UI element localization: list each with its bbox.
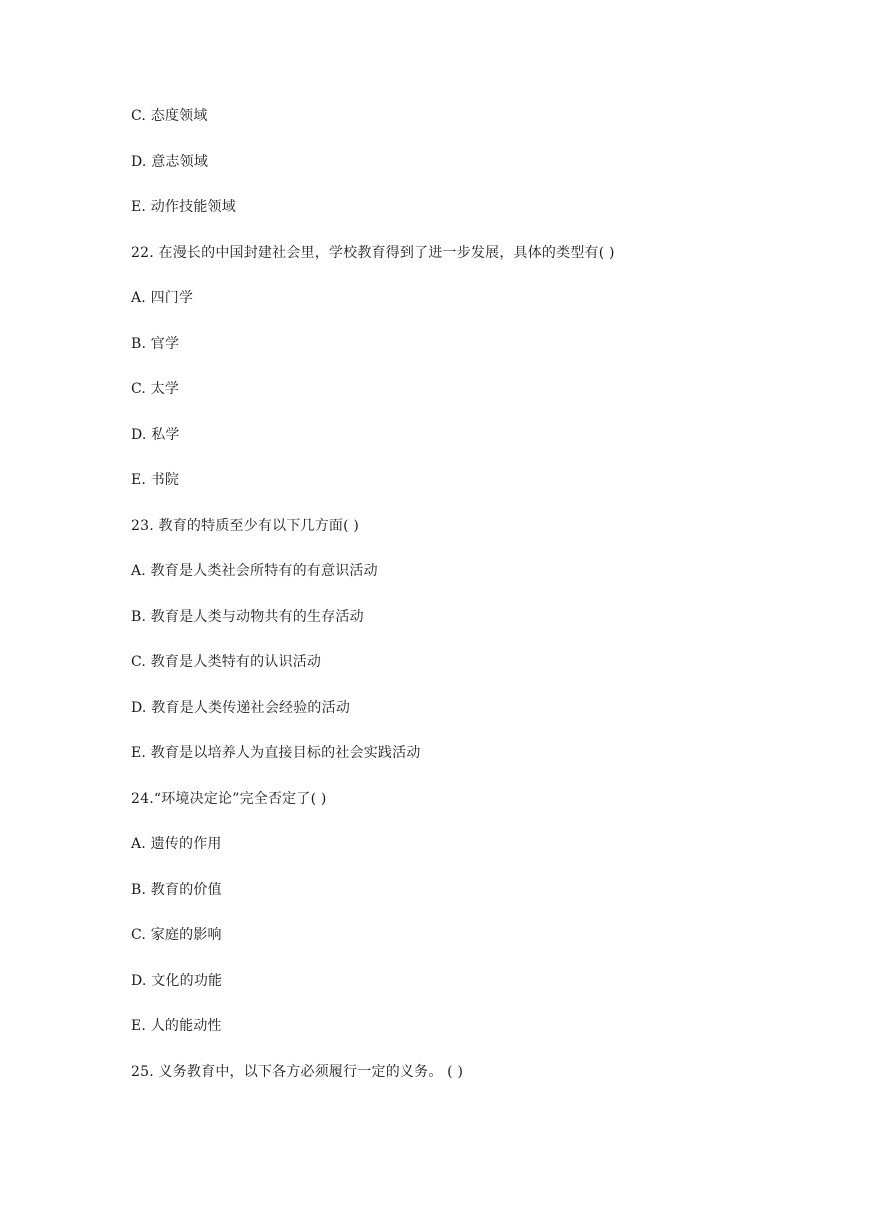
option-line: A. 教育是人类社会所特有的有意识活动	[131, 563, 378, 579]
option-line: B. 教育是人类与动物共有的生存活动	[131, 609, 364, 625]
question-line: 23. 教育的特质至少有以下几方面( )	[131, 518, 360, 534]
option-line: B. 官学	[131, 336, 180, 352]
option-line: D. 意志领域	[131, 154, 209, 170]
option-line: D. 教育是人类传递社会经验的活动	[131, 700, 351, 716]
option-line: E. 人的能动性	[131, 1018, 222, 1034]
option-line: A. 四门学	[131, 290, 194, 306]
option-line: E. 动作技能领域	[131, 199, 236, 215]
question-line: 24.“环境决定论”完全否定了( )	[131, 791, 327, 807]
question-line: 22. 在漫长的中国封建社会里，学校教育得到了进一步发展，具体的类型有( )	[131, 245, 615, 261]
question-line: 25. 义务教育中，以下各方必须履行一定的义务。 ( )	[131, 1064, 464, 1080]
option-line: D. 文化的功能	[131, 973, 223, 989]
option-line: C. 家庭的影响	[131, 927, 222, 943]
option-line: C. 太学	[131, 381, 180, 397]
option-line: C. 态度领域	[131, 108, 208, 124]
option-line: C. 教育是人类特有的认识活动	[131, 654, 322, 670]
option-line: B. 教育的价值	[131, 882, 222, 898]
option-line: D. 私学	[131, 427, 180, 443]
option-line: E. 教育是以培养人为直接目标的社会实践活动	[131, 745, 421, 761]
option-line: E. 书院	[131, 472, 180, 488]
option-line: A. 遗传的作用	[131, 836, 222, 852]
